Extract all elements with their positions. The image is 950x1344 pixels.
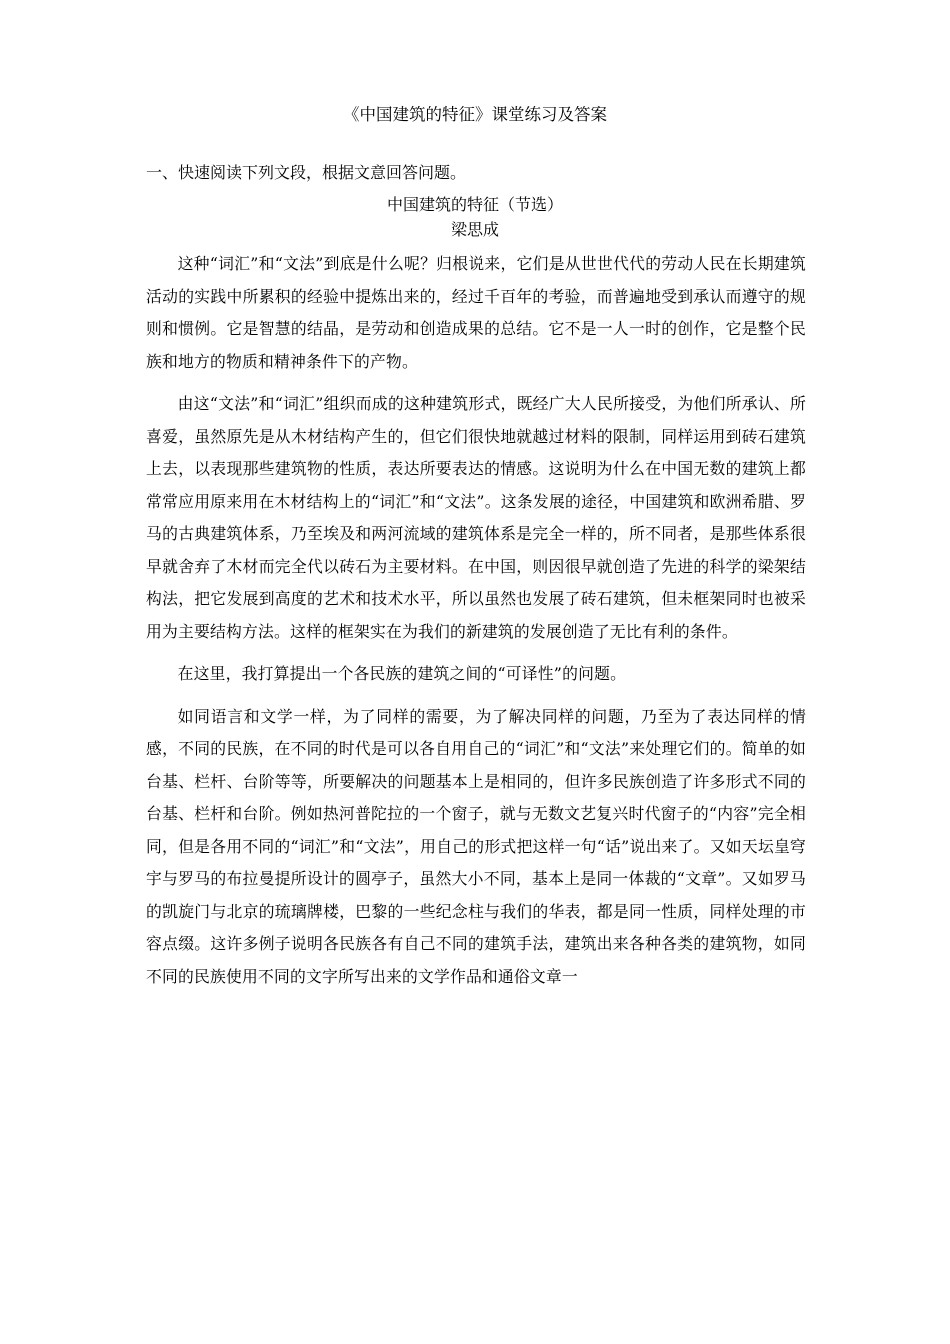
paragraph: 这种“词汇”和“文法”到底是什么呢？归根说来，它们是从世世代代的劳动人民在长期建筑活动的实践中所累积的经验中提炼出来的，经过千百年的考验，而普遍地受到承认而遵守的规则和惯例。它是智慧的结晶，是劳动和创造成果的总结。它不是一人一时的创作，它是整个民族和地方的物质和精神条件下的产物。: [146, 254, 806, 371]
section-heading: 一、快速阅读下列文段，根据文意回答问题。: [146, 163, 467, 182]
article-author: 梁思成: [450, 220, 499, 239]
document-title: 《中国建筑的特征》课堂练习及答案: [343, 105, 607, 124]
article-body: [146, 248, 806, 1003]
paragraph: 由这“文法”和“词汇”组织而成的这种建筑形式，既经广大人民所接受，为他们所承认、所喜爱，虽然原先是从木材结构产生的，但它们很快地就越过材料的限制，同样运用到砖石建筑上去，以表现那些建筑物的性质，表达所要表达的情感。这说明为什么在中国无数的建筑上都常常应用原来用在木材结构上的“词汇”和“文法”。这条发展的途径，中国建筑和欧洲希腊、罗马的古典建筑体系，乃至埃及和两河流域的建筑体系是完全一样的，所不同者，是那些体系很早就舍弃了木材而完全代以砖石为主要材料。在中国，则因很早就创造了先进的科学的梁架结构法，把它发展到高度的艺术和技术水平，所以虽然也发展了砖石建筑，但未框架同时也被采用为主要结构方法。这样的框架实在为我们的新建筑的发展创造了无比有利的条件。: [146, 394, 806, 641]
article-title: 中国建筑的特征（节选）: [386, 195, 563, 214]
paragraph: 如同语言和文学一样，为了同样的需要，为了解决同样的问题，乃至为了表达同样的情感，不同的民族，在不同的时代是可以各自用自己的“词汇”和“文法”来处理它们的。简单的如台基、栏杆、台阶等等，所要解决的问题基本上是相同的，但许多民族创造了许多形式不同的台基、栏杆和台阶。例如热河普陀拉的一个窗子，就与无数文艺复兴时代窗子的“内容”完全相同，但是各用不同的“词汇”和“文法”，用自己的形式把这样一句“话”说出来了。又如天坛皇穹宇与罗马的布拉曼提所设计的圆亭子，虽然大小不同，基本上是同一体裁的“文章”。又如罗马的凯旋门与北京的琉璃牌楼，巴黎的一些纪念柱与我们的华表，都是同一性质，同样处理的市容点缀。这许多例子说明各民族各有自己不同的建筑手法，建筑出来各种各类的建筑物，如同不同的民族使用不同的文字所写出来的文学作品和通俗文章一: [146, 706, 806, 986]
paragraph: 在这里，我打算提出一个各民族的建筑之间的“可译性”的问题。: [177, 664, 627, 683]
